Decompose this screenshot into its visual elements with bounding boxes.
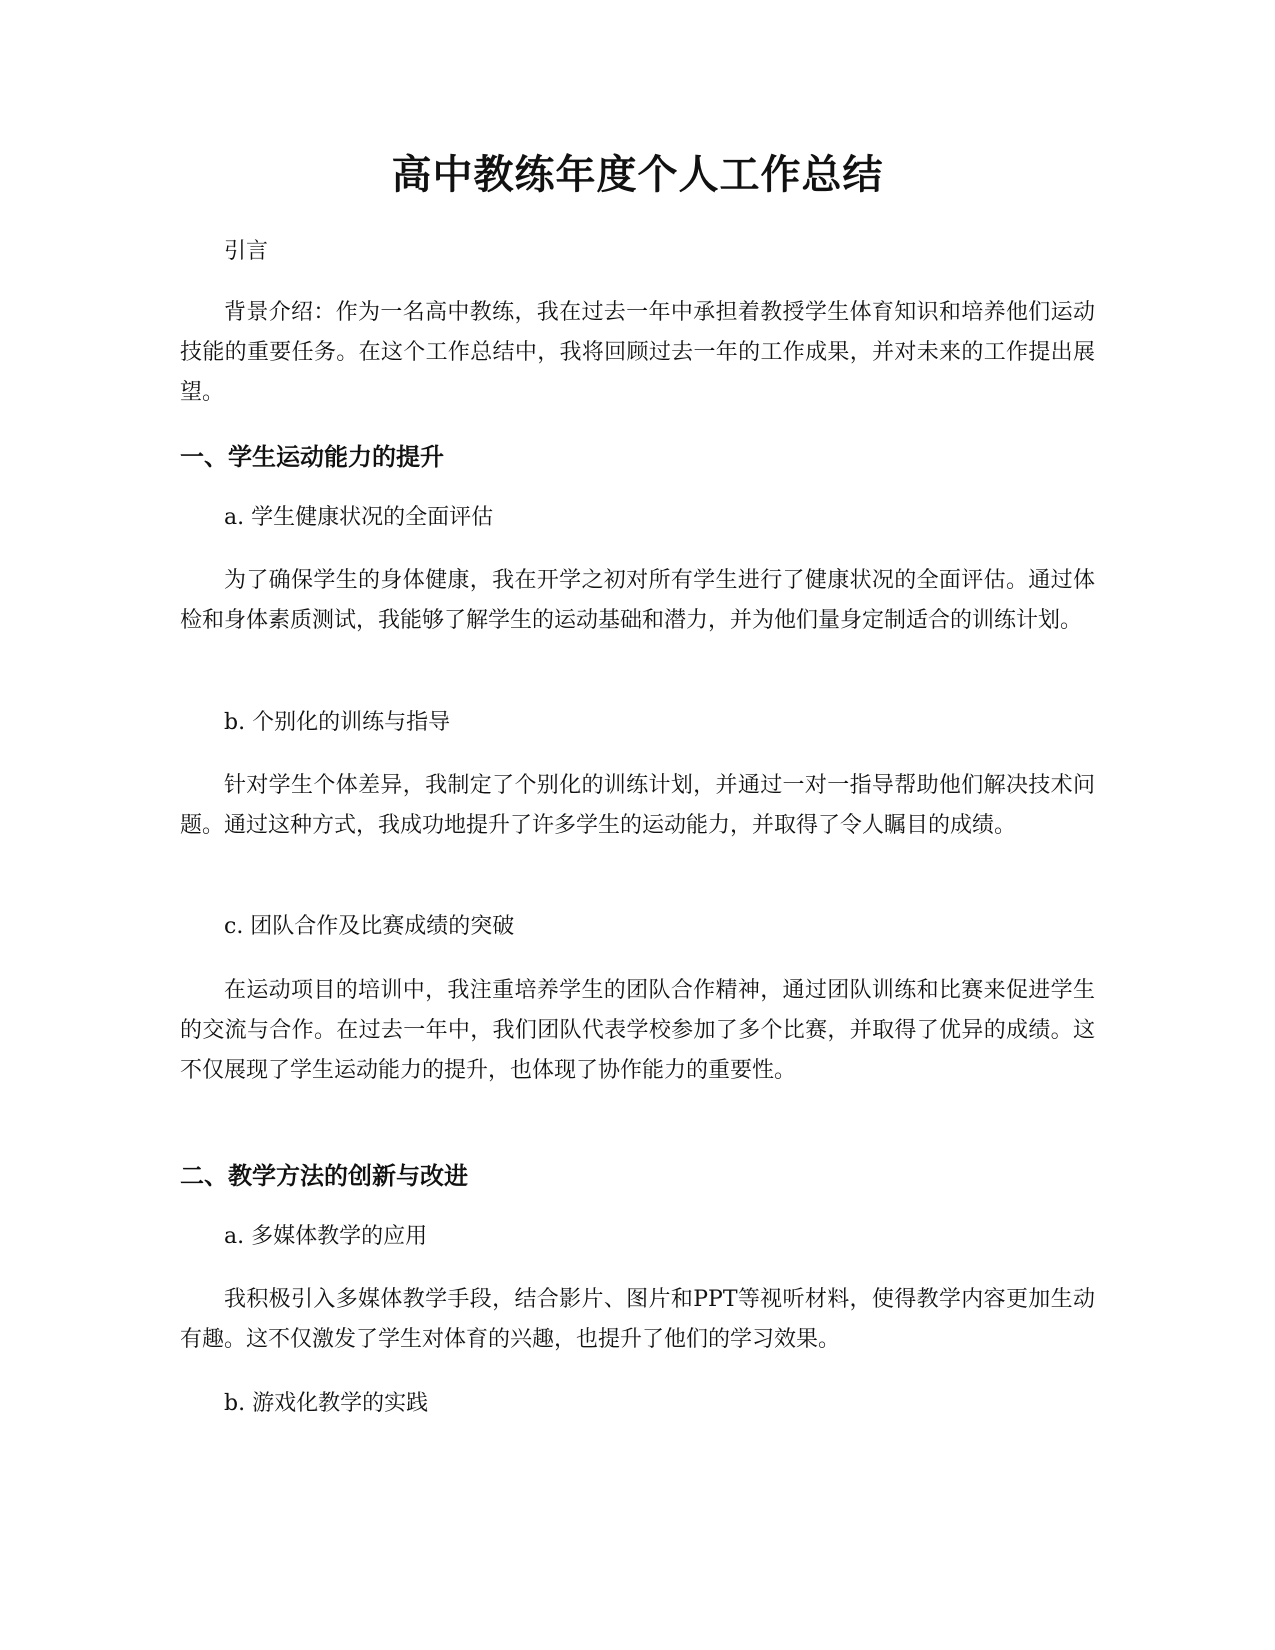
section-2a-title: a. 多媒体教学的应用: [224, 1224, 428, 1249]
section-1b-paragraph: 针对学生个体差异，我制定了个别化的训练计划，并通过一对一指导帮助他们解决技术问题。通过这种方式，我成功地提升了许多学生的运动能力，并取得了令人瞩目的成绩。: [180, 773, 1095, 838]
intro-background-paragraph: 背景介绍：作为一名高中教练，我在过去一年中承担着教授学生体育知识和培养他们运动技能的重要任务。在这个工作总结中，我将回顾过去一年的工作成果，并对未来的工作提出展望。: [180, 300, 1095, 405]
section-1c-title: c. 团队合作及比赛成绩的突破: [224, 914, 515, 939]
section-1-heading: 一、学生运动能力的提升: [180, 443, 444, 471]
document-title: 高中教练年度个人工作总结: [391, 152, 884, 198]
section-2-heading: 二、教学方法的创新与改进: [180, 1162, 468, 1190]
section-2b-title: b. 游戏化教学的实践: [224, 1391, 429, 1416]
intro-label: 引言: [224, 239, 269, 264]
section-1c-paragraph: 在运动项目的培训中，我注重培养学生的团队合作精神，通过团队训练和比赛来促进学生的交流与合作。在过去一年中，我们团队代表学校参加了多个比赛，并取得了优异的成绩。这不仅展现了学生运动能力的提升，也体现了协作能力的重要性。: [180, 978, 1095, 1083]
section-2a-paragraph: 我积极引入多媒体教学手段，结合影片、图片和PPT等视听材料，使得教学内容更加生动有趣。这不仅激发了学生对体育的兴趣，也提升了他们的学习效果。: [180, 1287, 1095, 1352]
section-1b-title: b. 个别化的训练与指导: [224, 710, 451, 735]
section-1a-title: a. 学生健康状况的全面评估: [224, 505, 494, 530]
section-1a-paragraph: 为了确保学生的身体健康，我在开学之初对所有学生进行了健康状况的全面评估。通过体检和身体素质测试，我能够了解学生的运动基础和潜力，并为他们量身定制适合的训练计划。: [180, 568, 1095, 633]
